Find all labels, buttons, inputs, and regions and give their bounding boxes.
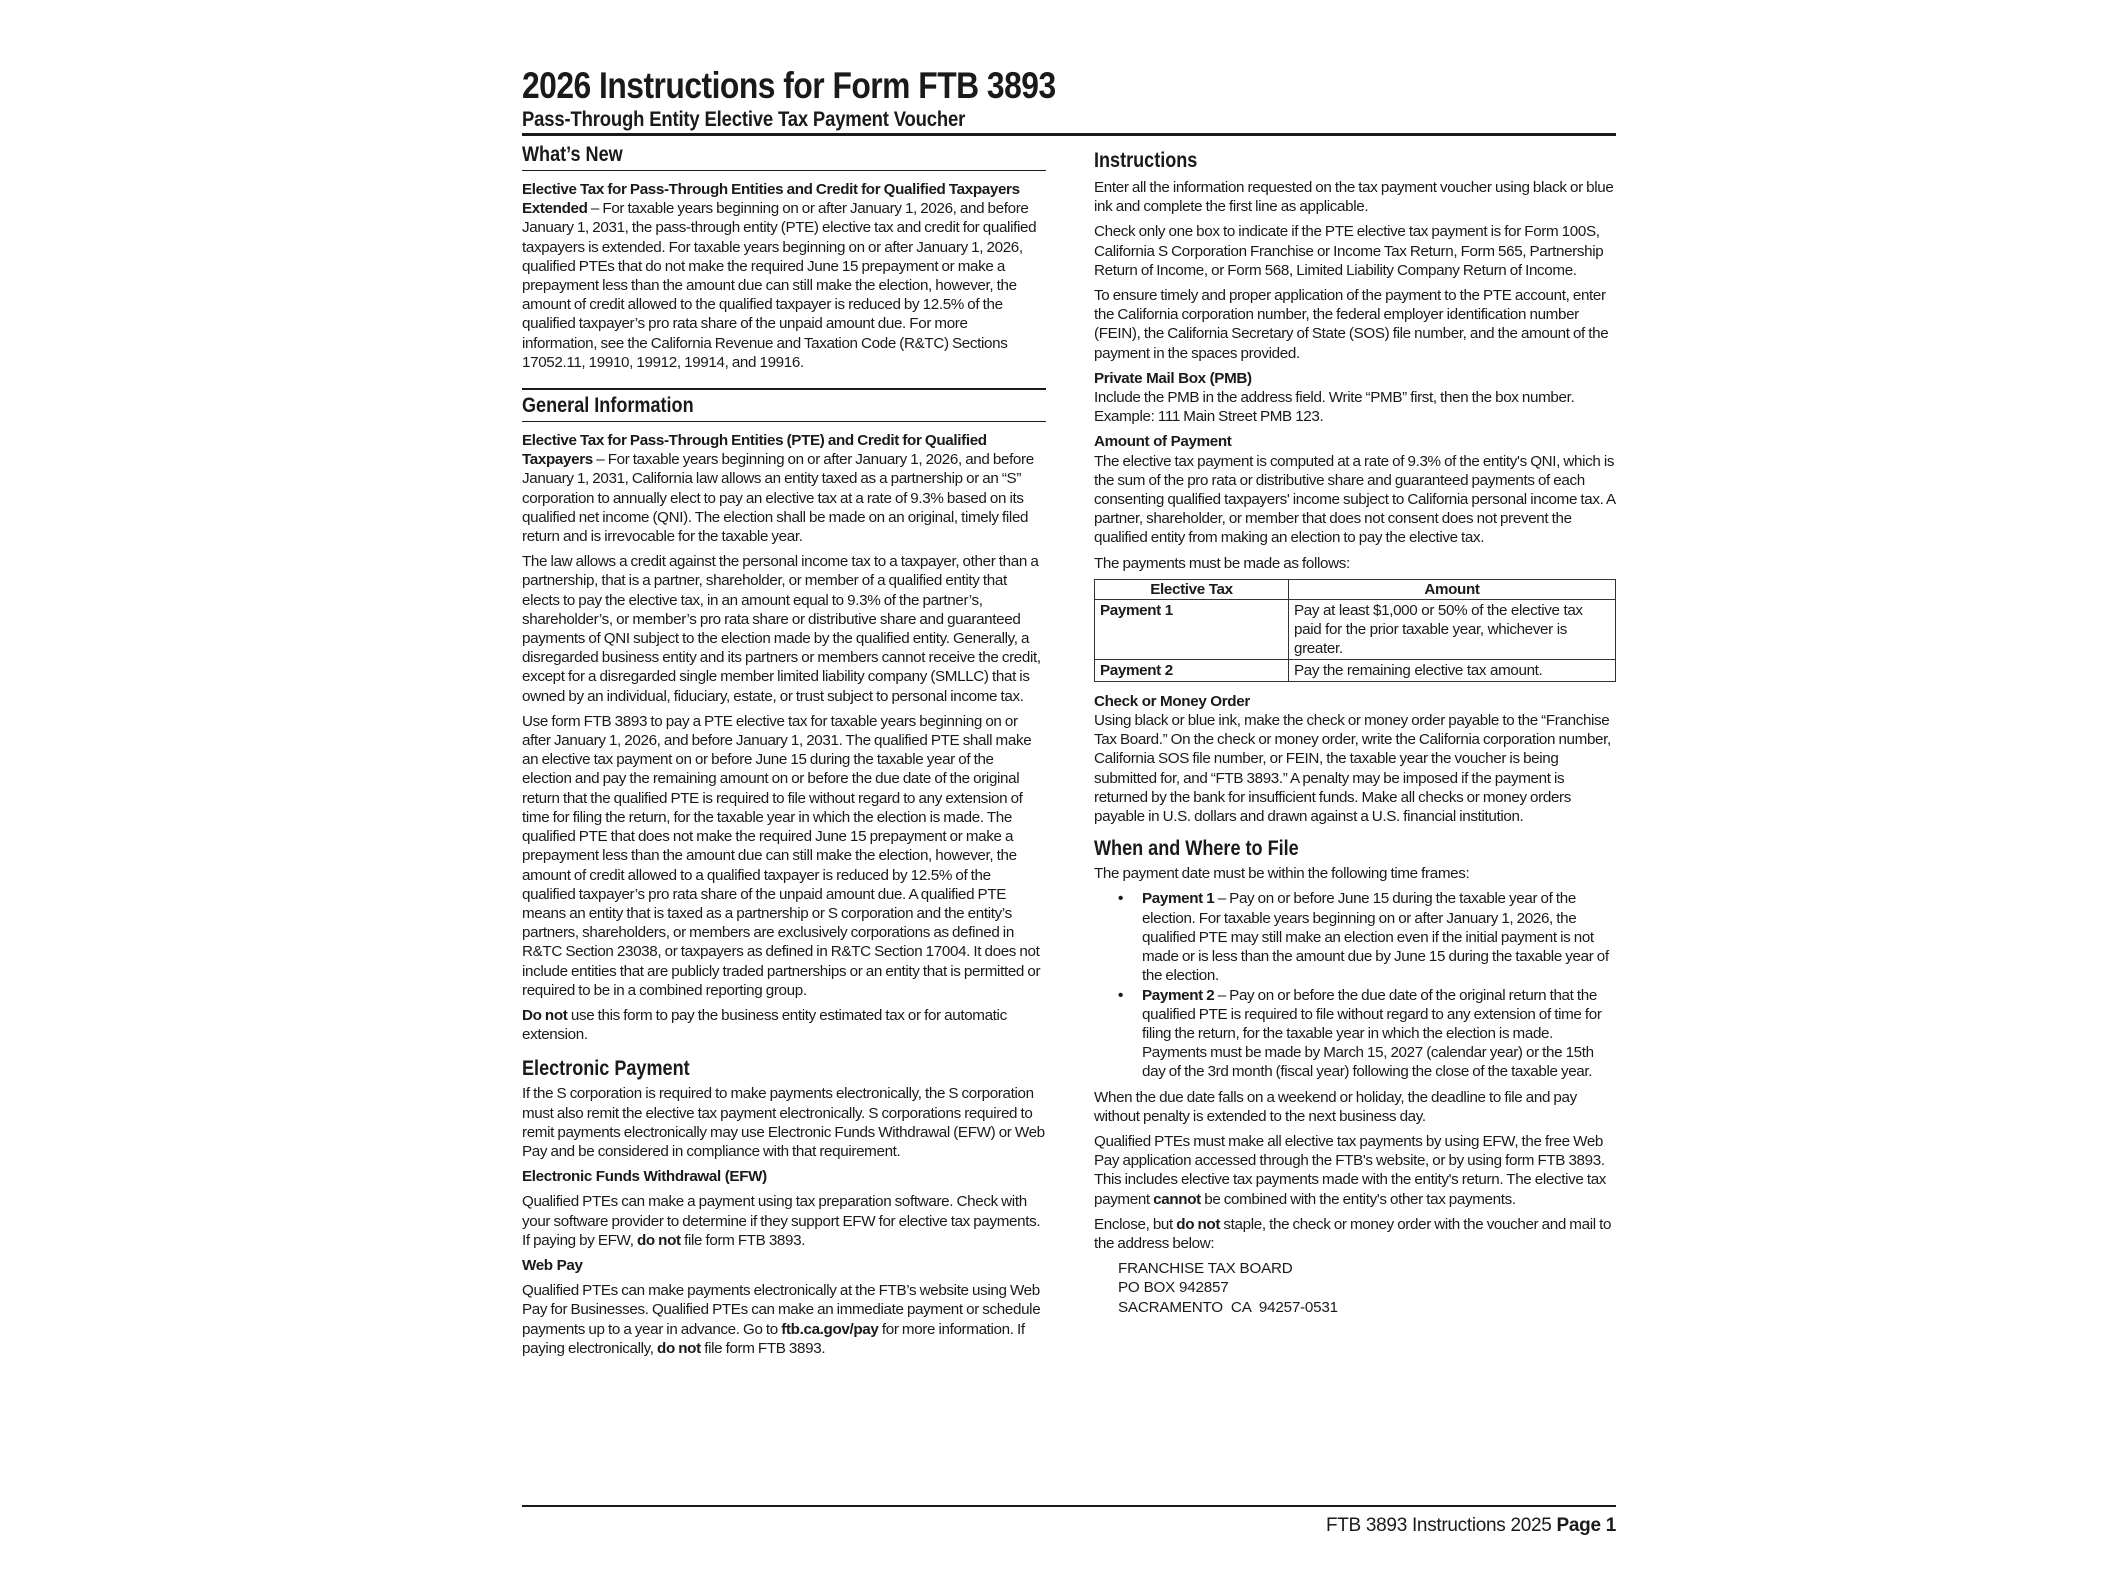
whats-new-paragraph xyxy=(522,180,1046,372)
table-header-elective-tax: Elective Tax xyxy=(1095,579,1289,599)
footer-form-label: FTB 3893 Instructions 2025 xyxy=(1325,1515,1557,1536)
footer-divider xyxy=(522,1505,1616,1507)
list-item-lead: Payment 1 xyxy=(1142,890,1215,908)
payments-intro: The payments must be made as follows: xyxy=(1094,554,1350,572)
document-page xyxy=(522,64,1616,1564)
general-info-paragraph-2: The law allows a credit against the personal income tax to a taxpayer, other than a partnership, that is a partner, shareholder, or member of a qualified entity that elects to pay the elective tax, in an amount equal to 9.3% of the partner’s, shareholder’s, or member’s pro rata share or distributive share and guaranteed payments of QNI subject to the election made by the qualified entity. Generally, a disregarded business entity and its partners or members cannot receive the credit, except for a disregarded single member limited liability company (SMLLC) that is owned by an individual, fiduciary, estate, or trust subject to personal income tax. xyxy=(522,553,1041,705)
weekend-paragraph: When the due date falls on a weekend or holiday, the deadline to file and pay without penalty is extended to the next business day. xyxy=(1094,1088,1577,1125)
enclose-do-not: do not xyxy=(1176,1215,1221,1233)
table-row-label: Payment 2 xyxy=(1095,659,1289,681)
general-info-heading-block xyxy=(522,388,1046,422)
general-info-paragraph-3: Use form FTB 3893 to pay a PTE elective tax for taxable years beginning on or after January 1, 2026, and before January 1, 2031. The qualified PTE shall make an elective tax payment on or before June 15 during the taxable year of the election and pay the remaining amount on or before the due date of the original return that the qualified PTE is required to file without regard to any extension of time for filing the return, for the taxable year in which the election is made. The qualified PTE that does not make the required June 15 prepayment or make a prepayment less than the amount due can still make the election, however, the amount of credit allowed to a qualified taxpayer is reduced by 12.5% of the qualified taxpayer’s pro rata share of the unpaid amount due. A qualified PTE means an entity that is taxed as a partnership or S corporation and the entity’s partners, shareholders, or members are exclusively corporations as defined in R&TC Section 23038, or taxpayers as defined in R&TC Section 17004. It does not include entities that are publicly traded partnerships or an entity that is permitted or required to be in a combined reporting group. xyxy=(522,712,1041,999)
right-column xyxy=(1094,142,1616,1317)
bullet-icon: • xyxy=(1118,890,1123,908)
page-subtitle: Pass-Through Entity Elective Tax Payment Voucher xyxy=(522,107,966,131)
table-row-label: Payment 1 xyxy=(1095,599,1289,659)
list-item xyxy=(1112,889,1616,985)
address-line-1: FRANCHISE TAX BOARD xyxy=(1118,1260,1293,1278)
whats-new-lead: Elective Tax for Pass-Through Entities and Credit for Qualified Taxpayers Extended xyxy=(522,181,1020,218)
cannot-emphasis: cannot xyxy=(1153,1190,1201,1208)
general-info-text-4: use this form to pay the business entity estimated tax or for automatic extension. xyxy=(522,1006,1007,1044)
page-number: Page 1 xyxy=(1556,1515,1616,1536)
instructions-heading: Instructions xyxy=(1094,149,1198,172)
address-line-2: PO BOX 942857 xyxy=(1118,1279,1229,1297)
when-where-heading: When and Where to File xyxy=(1094,837,1299,861)
general-info-heading: General Information xyxy=(522,394,694,418)
efw-text-a: Qualified PTEs can make a payment using tax preparation software. Check with your software provider to determine if they support EFW for elective tax payments. If paying by EFW, xyxy=(522,1193,1041,1249)
payment-deadlines-list xyxy=(1112,889,1616,1081)
web-pay-text-a: Qualified PTEs can make payments electronically at the FTB’s website using Web Pay for Businesses. Qualified PTEs can make an immediate payment or schedule payments up to a year in advance. Go to xyxy=(522,1282,1041,1338)
do-not-emphasis: Do not xyxy=(522,1006,568,1024)
table-header-row xyxy=(1095,579,1616,599)
general-info-text-1: – For taxable years beginning on or after January 1, 2026, and before January 1, 2031, California law allows an entity taxed as a partnership or an “S” corporation to annually elect to pay an elective tax at a rate of 9.3% based on its qualified net income (QNI). The election shall be made on an original, timely filed return and is irrevocable for the taxable year. xyxy=(522,451,1034,546)
mailing-address xyxy=(1118,1259,1616,1317)
page-footer xyxy=(1326,1515,1616,1537)
efw-req-text-a: Qualified PTEs must make all elective tax payments by using EFW, the free Web Pay application accessed through the FTB's website, or by using form FTB 3893. This includes elective tax payments made with the entity's return. The elective tax payment xyxy=(1094,1132,1607,1208)
page-title: 2026 Instructions for Form FTB 3893 xyxy=(522,65,1056,106)
efw-text-b: file form FTB 3893. xyxy=(680,1231,806,1249)
bullet-icon: • xyxy=(1118,986,1123,1004)
list-item-text: – Pay on or before the due date of the original return that the qualified PTE is required to file without regard to any extension of time for filing the return, for the taxable year in which the election is made. Payments must be made by March 15, 2027 (calendar year) or the 15th day of the 3rd month (fiscal year) following the close of the taxable year. xyxy=(1142,986,1602,1081)
check-money-order-heading: Check or Money Order xyxy=(1094,692,1250,710)
whats-new-heading: What’s New xyxy=(522,143,623,166)
table-row-amount: Pay the remaining elective tax amount. xyxy=(1289,659,1616,681)
table-row-amount: Pay at least $1,000 or 50% of the elective tax paid for the prior taxable year, whichever is greater. xyxy=(1289,599,1616,659)
efw-heading: Electronic Funds Withdrawal (EFW) xyxy=(522,1168,767,1186)
list-item-lead: Payment 2 xyxy=(1142,986,1215,1004)
efw-do-not: do not xyxy=(636,1231,681,1249)
check-money-order-paragraph: Using black or blue ink, make the check or money order payable to the “Franchise Tax Board.” On the check or money order, write the California corporation number, California SOS file number, or FEIN, the taxable year the voucher is being submitted for, and “FTB 3893.” A penalty may be imposed if the payment is returned by the bank for insufficient funds. Make all checks or money orders payable in U.S. dollars and drawn against a U.S. financial institution. xyxy=(1094,712,1611,826)
title-divider xyxy=(522,133,1616,136)
table-row xyxy=(1095,599,1616,659)
payment-schedule-table xyxy=(1094,579,1616,682)
web-pay-text-b: for more information. If paying electronically, xyxy=(522,1320,1025,1357)
electronic-payment-paragraph: If the S corporation is required to make payments electronically, the S corporation must also remit the elective tax payment electronically. S corporations required to remit payments electronically may use Electronic Funds Withdrawal (EFW) or Web Pay and be considered in compliance with that requirement. xyxy=(522,1085,1045,1160)
electronic-payment-heading: Electronic Payment xyxy=(522,1057,690,1081)
list-item xyxy=(1112,986,1616,1082)
enclose-paragraph xyxy=(1094,1215,1616,1253)
enclose-text-b: staple, the check or money order with the voucher and mail to the address below: xyxy=(1094,1215,1612,1252)
web-pay-heading: Web Pay xyxy=(522,1256,583,1274)
amount-paragraph: The elective tax payment is computed at a rate of 9.3% of the entity's QNI, which is the sum of the pro rata or distributive share and guaranteed payments of each consenting qualified taxpayers' income subject to California personal income tax. A partner, shareholder, or member that does not consent does not prevent the qualified entity from making an election to pay the elective tax. xyxy=(1094,452,1615,547)
efw-requirement-paragraph xyxy=(1094,1132,1616,1209)
enclose-text-a: Enclose, but xyxy=(1094,1215,1177,1233)
pmb-heading: Private Mail Box (PMB) xyxy=(1094,369,1252,387)
efw-req-text-b: be combined with the entity's other tax payments. xyxy=(1200,1190,1516,1208)
instructions-paragraph-1: Enter all the information requested on the tax payment voucher using black or blue ink and complete the first line as applicable. xyxy=(1094,179,1614,216)
general-info-paragraph-1 xyxy=(522,431,1046,546)
left-column xyxy=(522,142,1046,1364)
web-pay-text-c: file form FTB 3893. xyxy=(700,1339,826,1357)
amount-heading: Amount of Payment xyxy=(1094,433,1232,451)
efw-paragraph xyxy=(522,1192,1046,1250)
whats-new-heading-block xyxy=(522,142,1046,171)
address-line-3: SACRAMENTO CA 94257-0531 xyxy=(1118,1298,1338,1316)
general-info-paragraph-4 xyxy=(522,1006,1046,1044)
general-info-lead: Elective Tax for Pass-Through Entities (PTE) and Credit for Qualified Taxpayers xyxy=(522,432,987,469)
web-pay-paragraph xyxy=(522,1281,1046,1358)
table-header-amount: Amount xyxy=(1289,579,1616,599)
list-item-text: – Pay on or before June 15 during the taxable year of the election. For taxable years beginning on or after January 1, 2026, the qualified PTE may still make an election even if the initial payment is not made or is less than the amount due by June 15 during the taxable year of the election. xyxy=(1142,890,1609,985)
when-where-intro: The payment date must be within the following time frames: xyxy=(1094,865,1470,883)
pmb-paragraph: Include the PMB in the address field. Write “PMB” first, then the box number. Example: 111 Main Street PMB 123. xyxy=(1094,389,1575,426)
web-pay-link[interactable]: ftb.ca.gov/pay xyxy=(781,1320,879,1338)
whats-new-text: – For taxable years beginning on or after January 1, 2026, and before January 1, 2031, the pass-through entity (PTE) elective tax and credit for qualified taxpayers is extended. For taxable years beginning on or after January 1, 2026, qualified PTEs that do not make the required June 15 prepayment or make a prepayment less than the amount due can still make the election, however, the amount of credit allowed to the qualified taxpayer is reduced by 12.5% of the qualified taxpayer’s pro rata share of the unpaid amount due. For more information, see the California Revenue and Taxation Code (R&TC) Sections 17052.11, 19910, 19912, 19914, and 19916. xyxy=(522,200,1037,371)
instructions-paragraph-3: To ensure timely and proper application of the payment to the PTE account, enter the California corporation number, the federal employer identification number (FEIN), the California Secretary of State (SOS) file number, and the amount of the payment in the spaces provided. xyxy=(1094,287,1609,362)
instructions-paragraph-2: Check only one box to indicate if the PTE elective tax payment is for Form 100S, California S Corporation Franchise or Income Tax Return, Form 565, Partnership Return of Income, or Form 568, Limited Liability Company Return of Income. xyxy=(1094,223,1604,279)
web-pay-do-not: do not xyxy=(657,1339,701,1357)
table-row xyxy=(1095,659,1616,681)
